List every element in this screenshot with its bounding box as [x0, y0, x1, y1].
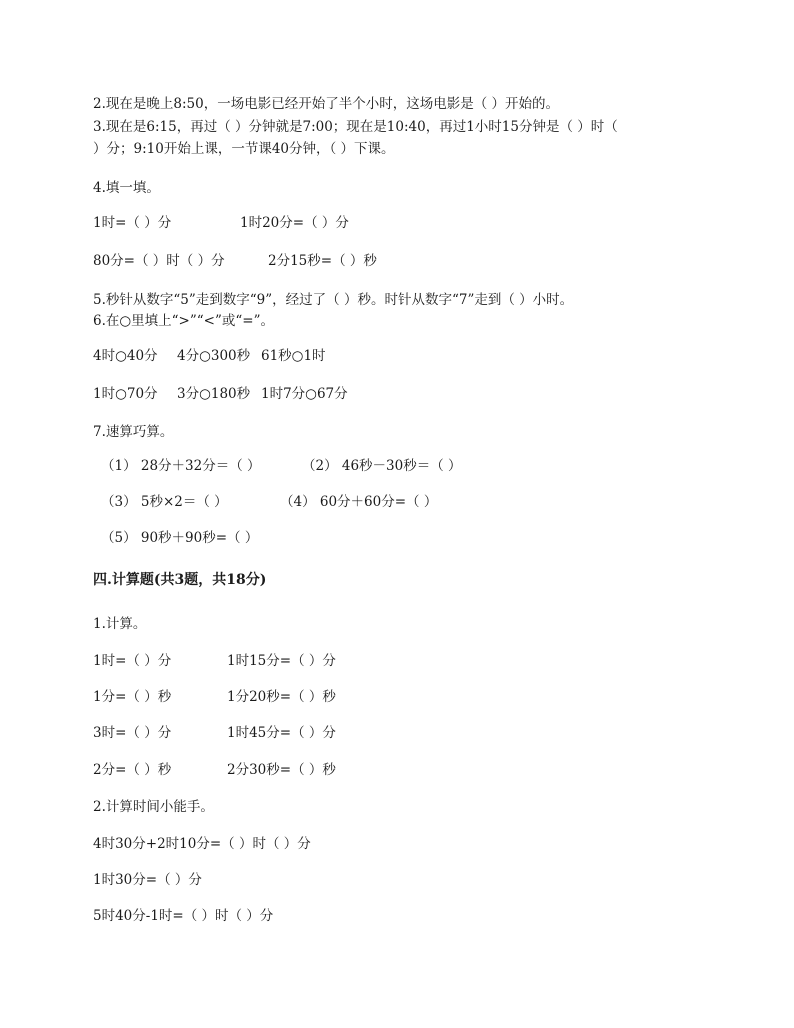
c1-item: 1时15分=（ ）分	[227, 653, 336, 669]
q7-item: （2） 46秒－30秒＝（ ）	[302, 458, 462, 474]
c1-title: 1.计算。	[93, 616, 147, 632]
q3-line1: 3.现在是6:15，再过（ ）分钟就是7:00；现在是10:40，再过1小时15分钟是（ ）时（	[93, 119, 618, 135]
q2-text: 2.现在是晚上8:50，一场电影已经开始了半个小时，这场电影是（ ）开始的。	[93, 96, 559, 112]
q4-item: 80分=（ ）时（ ）分	[93, 253, 225, 269]
c2-item: 1时30分=（ ）分	[93, 872, 202, 888]
q4-item: 1时=（ ）分	[93, 215, 172, 231]
q7-item: （1） 28分＋32分＝（ ）	[101, 458, 261, 474]
q4-item: 1时20分=（ ）分	[240, 215, 349, 231]
q4-item: 2分15秒=（ ）秒	[268, 253, 377, 269]
c1-item: 3时=（ ）分	[93, 725, 172, 741]
q6-item: 4时○40分	[93, 348, 158, 364]
q7-item: （3） 5秒×2＝（ ）	[101, 494, 228, 510]
q6-title: 6.在○里填上“>”“<”或“=”。	[93, 313, 275, 329]
q6-item: 61秒○1时	[261, 348, 326, 364]
c2-item: 5时40分-1时=（ ）时（ ）分	[93, 908, 274, 924]
q7-item: （5） 90秒＋90秒=（ ）	[101, 530, 259, 546]
q6-item: 1时○70分	[93, 386, 158, 402]
c1-item: 2分30秒=（ ）秒	[227, 762, 336, 778]
c1-item: 2分=（ ）秒	[93, 762, 172, 778]
q4-title: 4.填一填。	[93, 180, 160, 196]
c1-item: 1分20秒=（ ）秒	[227, 689, 336, 705]
q3-line2: ）分；9:10开始上课，一节课40分钟，（ ）下课。	[93, 141, 395, 157]
q6-item: 1时7分○67分	[261, 386, 348, 402]
q7-title: 7.速算巧算。	[93, 424, 174, 440]
c2-item: 4时30分+2时10分=（ ）时（ ）分	[93, 836, 311, 852]
q6-item: 4分○300秒	[177, 348, 251, 364]
c1-item: 1时45分=（ ）分	[227, 725, 336, 741]
c2-title: 2.计算时间小能手。	[93, 799, 214, 815]
q6-item: 3分○180秒	[177, 386, 251, 402]
c1-item: 1分=（ ）秒	[93, 689, 172, 705]
q5-text: 5.秒针从数字“5”走到数字“9”，经过了（ ）秒。时针从数字“7”走到（ ）小时。	[93, 292, 574, 308]
q7-item: （4） 60分＋60分=（ ）	[280, 494, 438, 510]
c1-item: 1时=（ ）分	[93, 653, 172, 669]
section-heading: 四.计算题(共3题，共18分)	[93, 572, 267, 588]
